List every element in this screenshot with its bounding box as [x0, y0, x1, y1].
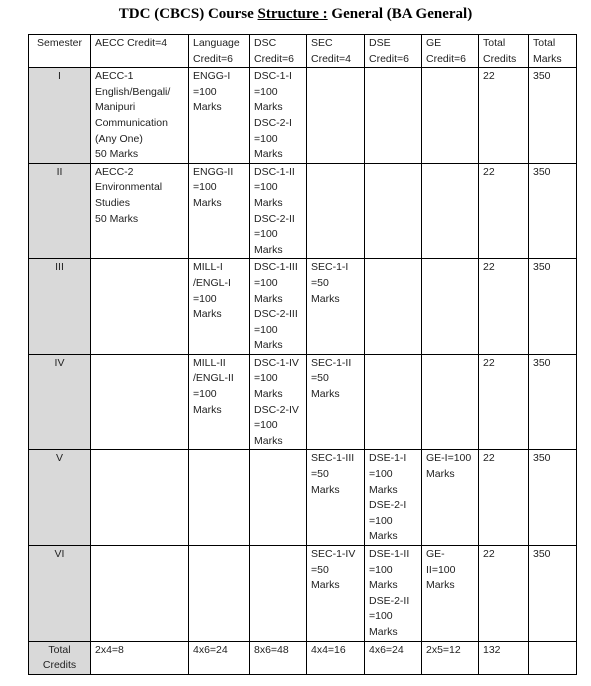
sec-cell: SEC-1-I =50 Marks [307, 259, 365, 355]
language-cell: MILL-II /ENGL-II =100 Marks [189, 354, 250, 450]
aecc-cell [91, 354, 189, 450]
header-semester: Semester [29, 35, 91, 68]
totals-credits: 132 [479, 641, 529, 674]
language-cell [189, 450, 250, 546]
credits-cell: 22 [479, 68, 529, 164]
marks-cell: 350 [529, 450, 577, 546]
dsc-cell: DSC-1-II =100 Marks DSC-2-II =100 Marks [250, 163, 307, 259]
dse-cell [365, 163, 422, 259]
marks-cell: 350 [529, 259, 577, 355]
ge-cell: GE-I=100 Marks [422, 450, 479, 546]
dsc-cell [250, 546, 307, 642]
sec-cell: SEC-1-III =50 Marks [307, 450, 365, 546]
credits-cell: 22 [479, 546, 529, 642]
aecc-cell [91, 68, 189, 164]
semester-cell: V [29, 450, 91, 546]
ge-cell [422, 259, 479, 355]
title-suffix: General (BA General) [327, 6, 473, 22]
ge-cell: GE-II=100 Marks [422, 546, 479, 642]
aecc-cell [91, 546, 189, 642]
page-title [0, 6, 591, 23]
header-row [29, 35, 577, 68]
aecc-cell [91, 450, 189, 546]
aecc-cell [91, 163, 189, 259]
ge-cell [422, 163, 479, 259]
semester-cell: II [29, 163, 91, 259]
semester-cell: III [29, 259, 91, 355]
header-language: Language Credit=6 [189, 35, 250, 68]
language-cell: ENGG-II =100 Marks [189, 163, 250, 259]
marks-cell: 350 [529, 546, 577, 642]
header-ge: GE Credit=6 [422, 35, 479, 68]
credits-cell: 22 [479, 450, 529, 546]
totals-sec: 4x4=16 [307, 641, 365, 674]
aecc-text: AECC-2 Environmental Studies [95, 165, 163, 209]
ge-cell [422, 68, 479, 164]
dse-cell [365, 259, 422, 355]
marks-cell: 350 [529, 354, 577, 450]
dsc-cell: DSC-1-IV =100 Marks DSC-2-IV =100 Marks [250, 354, 307, 450]
table-row [29, 163, 577, 259]
totals-language: 4x6=24 [189, 641, 250, 674]
language-cell: MILL-I /ENGL-I =100 Marks [189, 259, 250, 355]
header-dsc: DSC Credit=6 [250, 35, 307, 68]
language-cell [189, 546, 250, 642]
semester-cell: I [29, 68, 91, 164]
aecc-marks: 50 Marks [95, 148, 139, 161]
table-row [29, 354, 577, 450]
dsc-cell: DSC-1-I =100 Marks DSC-2-I =100 Marks [250, 68, 307, 164]
totals-marks [529, 641, 577, 674]
dse-cell: DSE-1-II =100 Marks DSE-2-II =100 Marks [365, 546, 422, 642]
table-row [29, 259, 577, 355]
dse-cell: DSE-1-I =100 Marks DSE-2-I =100 Marks [365, 450, 422, 546]
dse-cell [365, 68, 422, 164]
aecc-marks: 50 Marks [95, 212, 139, 225]
title-prefix: TDC (CBCS) Course [118, 6, 258, 22]
dsc-cell [250, 450, 307, 546]
totals-row [29, 641, 577, 674]
dse-cell [365, 354, 422, 450]
course-structure-table [28, 34, 577, 675]
credits-cell: 22 [479, 163, 529, 259]
header-sec: SEC Credit=4 [307, 35, 365, 68]
sec-cell: SEC-1-IV =50 Marks [307, 546, 365, 642]
semester-cell: IV [29, 354, 91, 450]
aecc-text: AECC-1 English/Bengali/ Manipuri Communication (Any One) [95, 70, 171, 145]
semester-cell: VI [29, 546, 91, 642]
sec-cell [307, 163, 365, 259]
title-underlined: Structure : [257, 6, 328, 22]
header-total-marks: Total Marks [529, 35, 577, 68]
header-total-credits: Total Credits [479, 35, 529, 68]
totals-dsc: 8x6=48 [250, 641, 307, 674]
ge-cell [422, 354, 479, 450]
marks-cell: 350 [529, 68, 577, 164]
totals-ge: 2x5=12 [422, 641, 479, 674]
totals-label: Total Credits [29, 641, 91, 674]
header-dse: DSE Credit=6 [365, 35, 422, 68]
credits-cell: 22 [479, 259, 529, 355]
aecc-cell [91, 259, 189, 355]
credits-cell: 22 [479, 354, 529, 450]
totals-dse: 4x6=24 [365, 641, 422, 674]
header-aecc: AECC Credit=4 [91, 35, 189, 68]
dsc-cell: DSC-1-III =100 Marks DSC-2-III =100 Marks [250, 259, 307, 355]
table-row [29, 450, 577, 546]
sec-cell [307, 68, 365, 164]
totals-aecc: 2x4=8 [91, 641, 189, 674]
marks-cell: 350 [529, 163, 577, 259]
language-cell: ENGG-I =100 Marks [189, 68, 250, 164]
sec-cell: SEC-1-II =50 Marks [307, 354, 365, 450]
table-row [29, 68, 577, 164]
table-row [29, 546, 577, 642]
